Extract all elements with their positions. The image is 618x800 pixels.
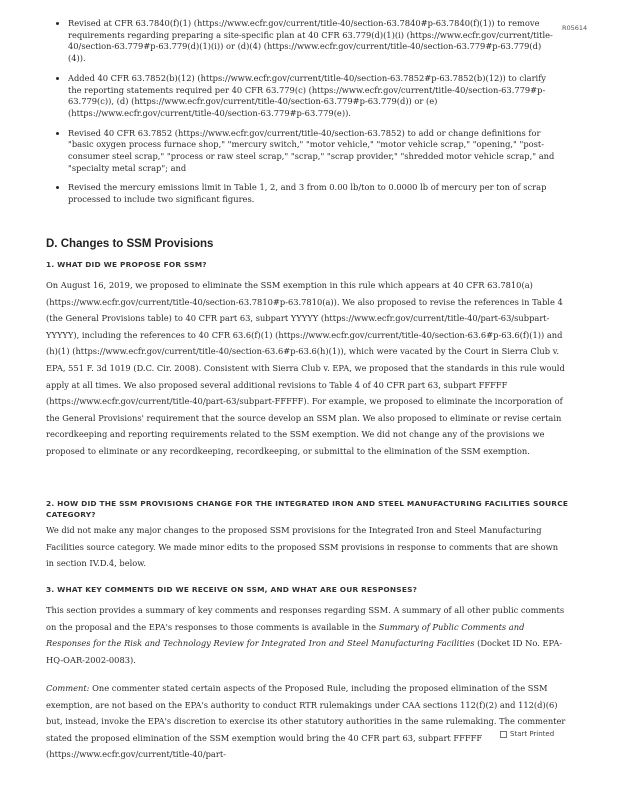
revisions-list <box>40 18 558 214</box>
list-item: • Revised 40 CFR 63.7852 (https://www.ecfr.gov/current/title-40/section-63.7852) to add or change definitions for "basic oxygen process furnace shop," "mercury switch," "motor vehicle," "motor vehicle scrap," "opening," "post-consumer steel scrap," "process or raw steel scrap," "scrap," "scrap provider," "shredded motor vehicle scrap," and "specialty metal scrap"; and <box>68 128 558 175</box>
checkbox-icon <box>500 731 507 738</box>
question-heading-1: 1. WHAT DID WE PROPOSE FOR SSM? <box>46 260 207 269</box>
start-printed-button[interactable] <box>500 730 554 738</box>
paragraph-tail: (Docket ID No. EPA-HQ-OAR-2002-0083). <box>46 638 563 665</box>
list-item: • Revised at CFR 63.7840(f)(1) (https://www.ecfr.gov/current/title-40/section-63.7840#p-63.7840(f)(1)) to remove requirements regarding preparing a site-specific plan at 40 CFR 63.779(d)(1)(i) (https://www.ecfr.gov/current/title-40/section-63.779#p-63.779(d)(1)(i)) or (d)(4) (https://www.ecfr.gov/current/title-40/section-63.779#p-63.779(d)(4)). <box>68 18 558 65</box>
comment-label: Comment: <box>46 683 90 693</box>
comment-body: One commenter stated certain aspects of the Proposed Rule, including the proposed elimination of the SSM exemption, are not based on the EPA's authority to conduct RTR rulemakings under CAA sections 112(f)(2) and 112(d)(6) but, instead, invoke the EPA's discretion to exercise its other statutory authorities in the same rulemaking. The commenter stated the proposed elimination of the SSM exemption would bring the 40 CFR part 63, subpart FFFFF (https://www.ecfr.gov/current/title-40/part- <box>46 683 566 760</box>
question-heading-2: 2. HOW DID THE SSM PROVISIONS CHANGE FOR THE INTEGRATED IRON AND STEEL MANUFACTURING FACILITIES SOURCE CATEGORY? <box>46 499 569 519</box>
report-title: Summary of Public Comments and Responses for the Risk and Technology Review for Integrated Iron and Steel Manufacturing Facilities <box>46 621 525 649</box>
paragraph-ssm-changes: We did not make any major changes to the proposed SSM provisions for the Integrated Iron and Steel Manufacturing Facilities source category. We made minor edits to the proposed SSM provisions in response to comments that are shown in section IV.D.4, below. <box>46 525 559 569</box>
section-title: D. Changes to SSM Provisions <box>46 238 214 250</box>
paragraph-lead: This section provides a summary of key comments and responses regarding SSM. A summary of all other public comments on the proposal and the EPA's responses to those comments is available in the <box>46 605 565 632</box>
document-id: R05614 <box>562 24 588 32</box>
question-heading-3: 3. WHAT KEY COMMENTS DID WE RECEIVE ON SSM, AND WHAT ARE OUR RESPONSES? <box>46 585 418 594</box>
paragraph-comment <box>46 680 566 763</box>
list-item: • Revised the mercury emissions limit in Table 1, 2, and 3 from 0.00 lb/ton to 0.0000 lb of mercury per ton of scrap processed to include two significant figures. <box>68 182 558 205</box>
paragraph-key-comments <box>46 602 566 668</box>
list-item: • Added 40 CFR 63.7852(b)(12) (https://www.ecfr.gov/current/title-40/section-63.7852#p-63.7852(b)(12)) to clarify the reporting statements required per 40 CFR 63.779(c) (https://www.ecfr.gov/current/title-40/section-63.779#p-63.779(c)), (d) (https://www.ecfr.gov/current/title-40/section-63.779#p-63.779(d)) or (e) (https://www.ecfr.gov/current/title-40/section-63.779#p-63.779(e)). <box>68 73 558 120</box>
start-printed-label: Start Printed <box>510 730 555 738</box>
paragraph-ssm-proposal: On August 16, 2019, we proposed to eliminate the SSM exemption in this rule which appears at 40 CFR 63.7810(a) (https://www.ecfr.gov/current/title-40/section-63.7810#p-63.7810(a)). We also proposed to revise the references in Table 4 (the General Provisions table) to 40 CFR part 63, subpart YYYYY (https://www.ecfr.gov/current/title-40/part-63/subpart-YYYYY), including the references to 40 CFR 63.6(f)(1) (https://www.ecfr.gov/current/title-40/section-63.6#p-63.6(f)(1)) and (h)(1) (https://www.ecfr.gov/current/title-40/section-63.6#p-63.6(h)(1)), which were vacated by the Court in Sierra Club v. EPA, 551 F. 3d 1019 (D.C. Cir. 2008). Consistent with Sierra Club v. EPA, we proposed that the standards in this rule would apply at all times. We also proposed several additional revisions to Table 4 of 40 CFR part 63, subpart FFFFF (https://www.ecfr.gov/current/title-40/part-63/subpart-FFFFF). For example, we proposed to eliminate the incorporation of the General Provisions' requirement that the source develop an SSM plan. We also proposed to eliminate or revise certain recordkeeping and reporting requirements related to the SSM exemption. We did not change any of the provisions we proposed to eliminate or any recordkeeping, recordkeeping, or submittal to the elimination of the SSM exemption. <box>46 280 565 456</box>
